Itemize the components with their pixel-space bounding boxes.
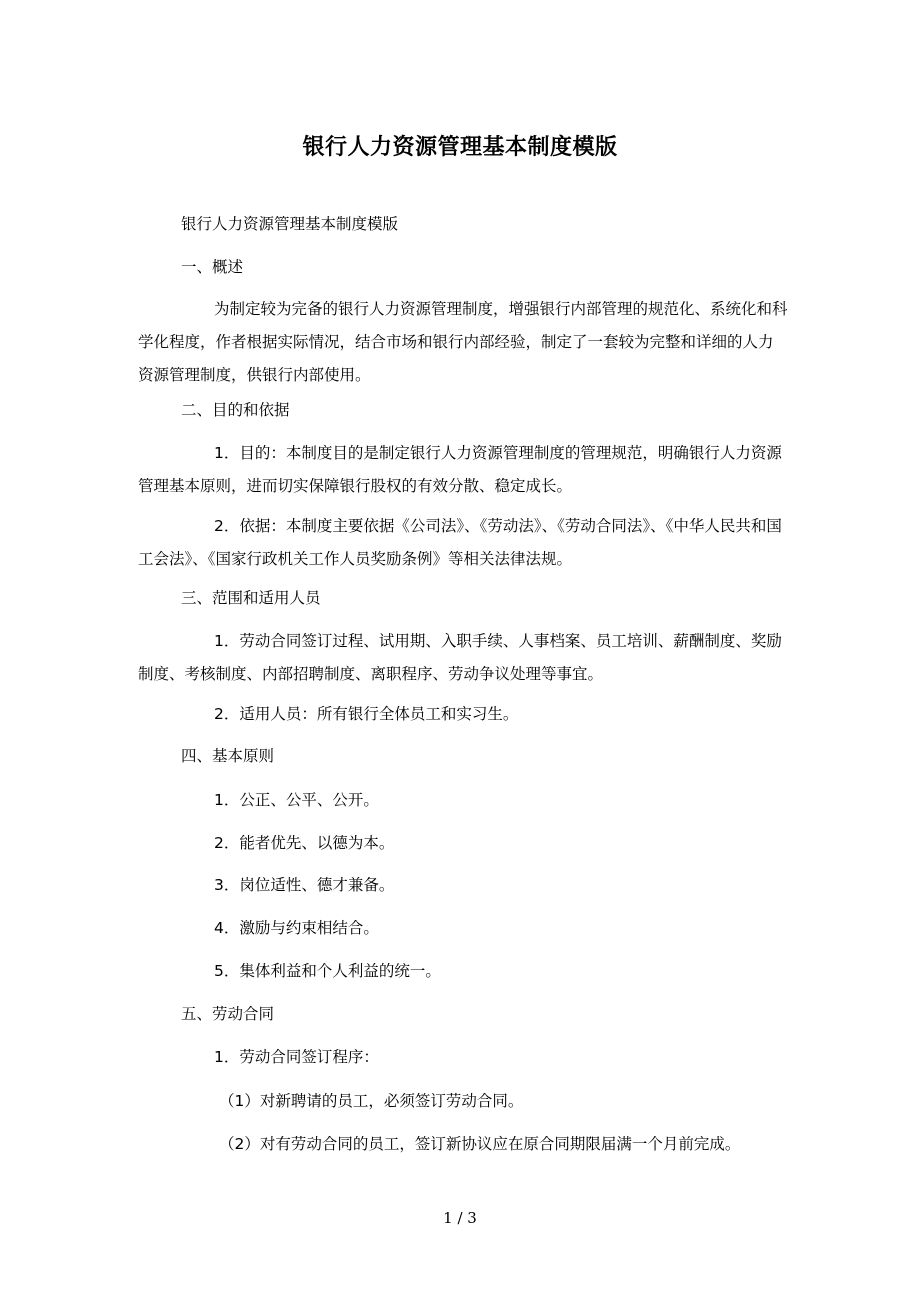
principle-item: 4．激励与约束相结合。: [214, 919, 379, 937]
overview-paragraph: 为制定较为完备的银行人力资源管理制度，增强银行内部管理的规范化、系统化和科学化程度，作者根据实际情况，结合市场和银行内部经验，制定了一套较为完整和详细的人力资源管理制度，供银行内部使用。: [138, 300, 788, 384]
contract-subitem-2: （2）对有劳动合同的员工，签订新协议应在原合同期限届满一个月前完成。: [219, 1135, 741, 1153]
section-heading-contract: 五、劳动合同: [181, 1005, 275, 1023]
document-title: 银行人力资源管理基本制度模版: [302, 135, 618, 160]
principle-item: 3．岗位适性、德才兼备。: [214, 876, 395, 894]
document-subtitle: 银行人力资源管理基本制度模版: [181, 215, 399, 233]
scope-item-2: 2．适用人员：所有银行全体员工和实习生。: [214, 705, 519, 723]
purpose-item-1: 1．目的：本制度目的是制定银行人力资源管理制度的管理规范，明确银行人力资源管理基本原则，进而切实保障银行股权的有效分散、稳定成长。: [138, 444, 782, 495]
page-number: 1 / 3: [443, 1209, 477, 1227]
section-heading-scope: 三、范围和适用人员: [181, 589, 321, 607]
contract-subitem-1: （1）对新聘请的员工，必须签订劳动合同。: [219, 1092, 524, 1110]
section-heading-overview: 一、概述: [181, 258, 244, 276]
principle-item: 1．公正、公平、公开。: [214, 791, 379, 809]
principle-item: 2．能者优先、以德为本。: [214, 834, 395, 852]
scope-item-1: 1．劳动合同签订过程、试用期、入职手续、人事档案、员工培训、薪酬制度、奖励制度、考核制度、内部招聘制度、离职程序、劳动争议处理等事宜。: [138, 632, 782, 683]
contract-item-1: 1．劳动合同签订程序：: [214, 1048, 379, 1066]
section-heading-purpose: 二、目的和依据: [181, 401, 290, 419]
principle-item: 5．集体利益和个人利益的统一。: [214, 962, 441, 980]
section-heading-principles: 四、基本原则: [181, 747, 275, 765]
purpose-item-2: 2．依据：本制度主要依据《公司法》、《劳动法》、《劳动合同法》、《中华人民共和国工会法》、《国家行政机关工作人员奖励条例》等相关法律法规。: [138, 517, 782, 568]
